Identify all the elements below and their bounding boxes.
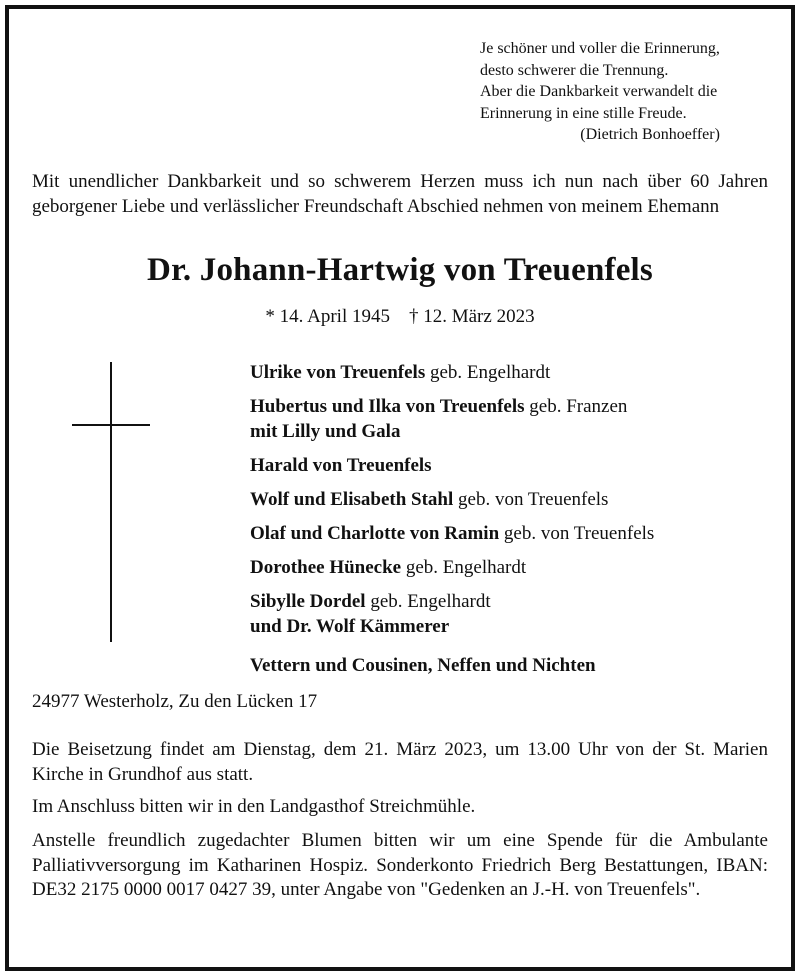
mourner-entry [250, 589, 654, 639]
reception-paragraph: Im Anschluss bitten wir in den Landgasthof Streichmühle. [32, 796, 476, 817]
mourner-entry [250, 487, 654, 512]
mourner-entry [250, 453, 654, 478]
birth-date: * 14. April 1945 [265, 306, 390, 327]
mourner-sub: und Dr. Wolf Kämmerer [250, 616, 450, 637]
mourner-name: Wolf und Elisabeth Stahl [250, 489, 454, 510]
quote-line: desto schwerer die Trennung. [480, 61, 669, 79]
mourner-entry [250, 653, 654, 678]
mourner-entry [250, 394, 654, 444]
mourner-note: geb. von Treuenfels [499, 523, 655, 544]
bonhoeffer-quote [480, 38, 720, 146]
funeral-paragraph: Die Beisetzung findet am Dienstag, dem 21. März 2023, um 13.00 Uhr von der St. Marien Kirche in Grundhof aus statt. [32, 739, 768, 785]
mourner-entry [250, 555, 654, 580]
mourner-name: Vettern und Cousinen, Neffen und Nichten [250, 655, 596, 676]
mourner-name: Hubertus und Ilka von Treuenfels [250, 396, 525, 417]
quote-line: Erinnerung in eine stille Freude. [480, 104, 687, 122]
mourner-name: Olaf und Charlotte von Ramin [250, 523, 500, 544]
mourner-entry [250, 360, 654, 385]
mourner-note: geb. von Treuenfels [453, 489, 609, 510]
mourner-name: Harald von Treuenfels [250, 455, 432, 476]
quote-author: (Dietrich Bonhoeffer) [580, 126, 720, 143]
life-dates [0, 305, 800, 329]
mourner-name: Sibylle Dordel [250, 591, 366, 612]
death-date: † 12. März 2023 [408, 306, 535, 327]
cross-icon [110, 362, 112, 642]
address: 24977 Westerholz, Zu den Lücken 17 [32, 691, 318, 712]
mourner-note: geb. Engelhardt [425, 362, 551, 383]
cross-icon-bar [72, 424, 150, 426]
deceased-name: Dr. Johann-Hartwig von Treuenfels [147, 252, 653, 288]
mourner-note: geb. Engelhardt [365, 591, 491, 612]
mourners-list [250, 360, 654, 687]
mourner-name: Dorothee Hünecke [250, 557, 402, 578]
quote-line: Aber die Dankbarkeit verwandelt die [480, 83, 718, 100]
donation-paragraph: Anstelle freundlich zugedachter Blumen bitten wir um eine Spende für die Ambulante Palliativversorgung im Katharinen Hospiz. Sonderkonto Friedrich Berg Bestattungen, IBAN: DE32 2175 0000 0017 0427 39, unter Angabe von "Gedenken an J.-H. von Treuenfels". [32, 830, 768, 900]
quote-line: Je schöner und voller die Erinnerung, [480, 40, 720, 57]
mourner-sub: mit Lilly und Gala [250, 421, 401, 442]
mourner-entry [250, 521, 654, 546]
intro-text: Mit unendlicher Dankbarkeit und so schwerem Herzen muss ich nun nach über 60 Jahren geborgener Liebe und verlässlicher Freundschaft Abschied nehmen von meinem Ehemann [32, 171, 768, 217]
mourner-note: geb. Franzen [524, 396, 628, 417]
mourner-note: geb. Engelhardt [401, 557, 527, 578]
mourner-name: Ulrike von Treuenfels [250, 362, 426, 383]
